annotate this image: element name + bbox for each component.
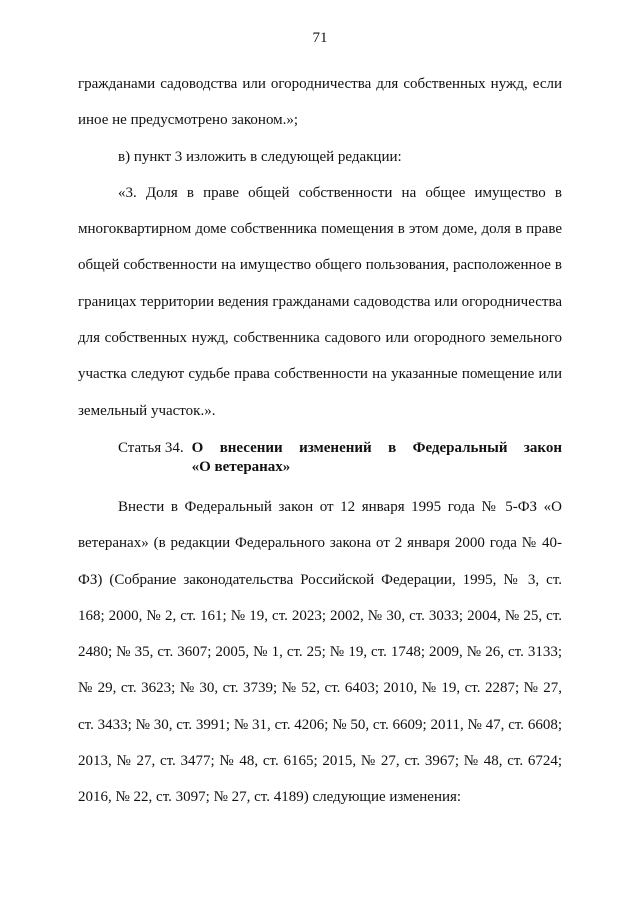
article-title (192, 439, 562, 477)
paragraph-point-3: «3. Доля в праве общей собственности на общее имущество в многоквартирном доме собственника помещения в этом доме, доля в праве общей собственности на имущество общего пользования, расположенное в границах территории ведения гражданами садоводства или огородничества для собственных нужд, собственника садового или огородного земельного участка следуют судьбе права собственности на указанные помещение или земельный участок.». (78, 184, 562, 419)
page-number: 71 (312, 30, 328, 46)
article-title-line-1: О внесении изменений в Федеральный закон (191, 439, 562, 456)
article-label: Статья 34. (118, 439, 184, 456)
article-title-line-2: «О ветеранах» (191, 458, 291, 475)
paragraph-item-v: в) пункт 3 изложить в следующей редакции: (118, 148, 402, 165)
document-body (78, 66, 562, 816)
paragraph-continuation: гражданами садоводства или огородничества для собственных нужд, если иное не предусмотрено законом.»; (78, 76, 562, 129)
paragraph-amendment: Внести в Федеральный закон от 12 января 1995 года № 5-ФЗ «О ветеранах» (в редакции Федерального закона от 2 января 2000 года № 40-ФЗ) (Собрание законодательства Российской Федерации, 1995, № 3, ст. 168; 2000, № 2, ст. 161; № 19, ст. 2023; 2002, № 30, ст. 3033; 2004, № 25, ст. 2480; № 35, ст. 3607; 2005, № 1, ст. 25; № 19, ст. 1748; 2009, № 26, ст. 3133; № 29, ст. 3623; № 30, ст. 3739; № 52, ст. 6403; 2010, № 19, ст. 2287; № 27, ст. 3433; № 30, ст. 3991; № 31, ст. 4206; № 50, ст. 6609; 2011, № 47, ст. 6608; 2013, № 27, ст. 3477; № 48, ст. 6165; 2015, № 27, ст. 3967; № 48, ст. 6724; 2016, № 22, ст. 3097; № 27, ст. 4189) следующие изменения: (78, 498, 562, 806)
article-heading (78, 439, 562, 477)
